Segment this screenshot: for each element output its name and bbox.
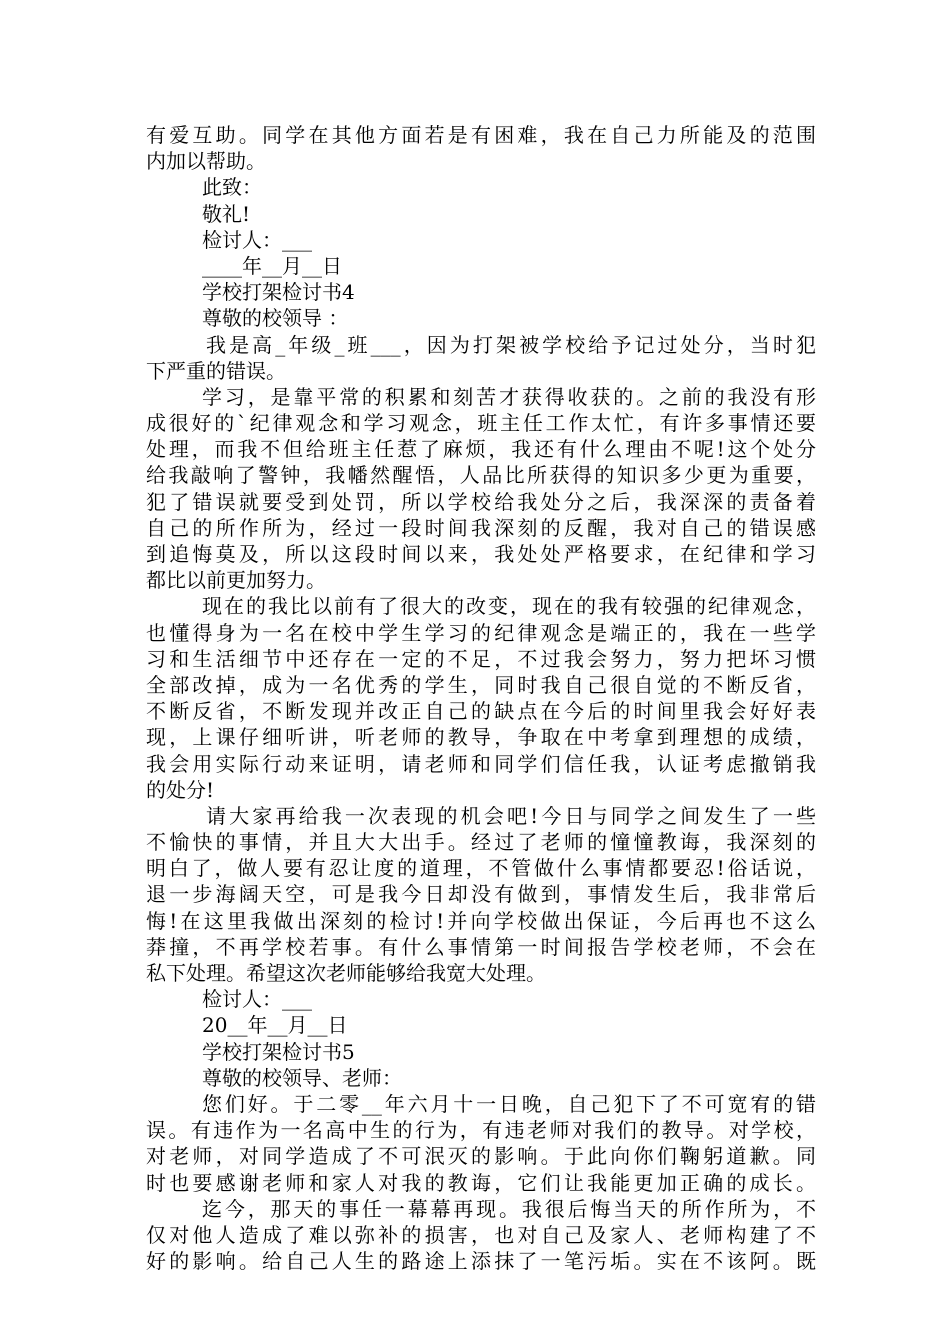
text-line: 检讨人：___ xyxy=(202,227,312,252)
text-line: 不愉快的事情，并且大大出手。经过了老师的憧憧教诲，我深刻的 xyxy=(146,830,816,855)
text-line: 您们好。于二零__年六月十一日晚，自己犯下了不可宽宥的错 xyxy=(202,1091,816,1116)
text-line: 到追悔莫及，所以这段时间以来，我处处严格要求，在纪律和学习 xyxy=(146,542,816,566)
text-line: 学习，是靠平常的积累和刻苦才获得收获的。之前的我没有形 xyxy=(202,384,816,409)
text-line: 也懂得身为一名在校中学生学习的纪律观念是端正的，我在一些学 xyxy=(146,620,816,645)
text-line: 私下处理。希望这次老师能够给我宽大处理。 xyxy=(146,961,546,985)
text-line: 此致： xyxy=(202,175,262,200)
text-line: 尊敬的校领导、老师： xyxy=(202,1065,402,1090)
text-line: 内加以帮助。 xyxy=(146,149,266,174)
text-line: 全部改掉，成为一名优秀的学生，同时我自己很自觉的不断反省， xyxy=(146,672,816,697)
text-line: 尊敬的校领导 ： xyxy=(202,306,349,331)
text-line: 好的影响。给自己人生的路途上添抹了一笔污垢。实在不该阿。既 xyxy=(146,1249,816,1274)
text-line: 悔!在这里我做出深刻的检讨!并向学校做出保证，今后再也不这么 xyxy=(146,908,816,933)
text-line: 学校打架检讨书4 xyxy=(202,280,355,305)
document-body xyxy=(146,122,816,1274)
text-line: 误。有违作为一名高中生的行为，有违老师对我们的教导。对学校， xyxy=(146,1118,816,1143)
text-line: 迄今，那天的事任一幕幕再现。我很后悔当天的所作所为，不 xyxy=(202,1196,816,1221)
text-line: 下严重的错误。 xyxy=(146,358,286,383)
text-line: 我会用实际行动来证明，请老师和同学们信任我，认证考虑撤销我 xyxy=(146,751,816,776)
text-line: 有爱互助。同学在其他方面若是有困难，我在自己力所能及的范围 xyxy=(146,123,816,147)
text-line: 我是高_年级_班___，因为打架被学校给予记过处分，当时犯 xyxy=(206,332,816,357)
text-line: 退一步海阔天空，可是我今日却没有做到，事情发生后，我非常后 xyxy=(146,882,816,907)
text-line: 犯了错误就要受到处罚，所以学校给我处分之后，我深深的责备着 xyxy=(146,489,816,514)
text-line: 莽撞，不再学校若事。有什么事情第一时间报告学校老师，不会在 xyxy=(146,934,816,959)
text-line: 都比以前更加努力。 xyxy=(146,568,326,593)
text-line: 给我敲响了警钟，我幡然醒悟，人品比所获得的知识多少更为重要， xyxy=(146,463,816,488)
text-line: 仅对他人造成了难以弥补的损害，也对自己及家人、老师构建了不 xyxy=(146,1222,816,1247)
text-line: 现在的我比以前有了很大的改变，现在的我有较强的纪律观念， xyxy=(202,594,816,619)
text-line: 学校打架检讨书5 xyxy=(202,1039,355,1064)
text-line: 敬礼! xyxy=(202,201,251,226)
text-line: 成很好的`纪律观念和学习观念，班主任工作太忙，有许多事情还要 xyxy=(146,411,816,436)
text-line: 的处分! xyxy=(146,777,215,802)
text-line: 请大家再给我一次表现的机会吧!今日与同学之间发生了一些 xyxy=(206,803,816,828)
text-line: ____年__月__日 xyxy=(202,253,342,278)
text-line: 对老师，对同学造成了不可泯灭的影响。于此向你们鞠躬道歉。同 xyxy=(146,1144,816,1169)
text-line: 不断反省，不断发现并改正自己的缺点在今后的时间里我会好好表 xyxy=(146,699,816,724)
text-line: 习和生活细节中还存在一定的不足，不过我会努力，努力把坏习惯 xyxy=(146,646,816,671)
text-line: 现，上课仔细听讲，听老师的教导，争取在中考拿到理想的成绩， xyxy=(146,725,816,750)
text-line: 检讨人：___ xyxy=(202,987,312,1012)
text-line: 处理，而我不但给班主任惹了麻烦，我还有什么理由不呢!这个处分 xyxy=(146,437,816,462)
text-line: 自己的所作所为，经过一段时间我深刻的反醒，我对自己的错误感 xyxy=(146,515,816,540)
text-line: 20__年__月__日 xyxy=(202,1013,348,1038)
text-line: 明白了，做人要有忍让度的道理，不管做什么事情都要忍!俗话说， xyxy=(146,856,816,881)
text-line: 时也要感谢老师和家人对我的教诲，它们让我能更加正确的成长。 xyxy=(146,1170,816,1195)
